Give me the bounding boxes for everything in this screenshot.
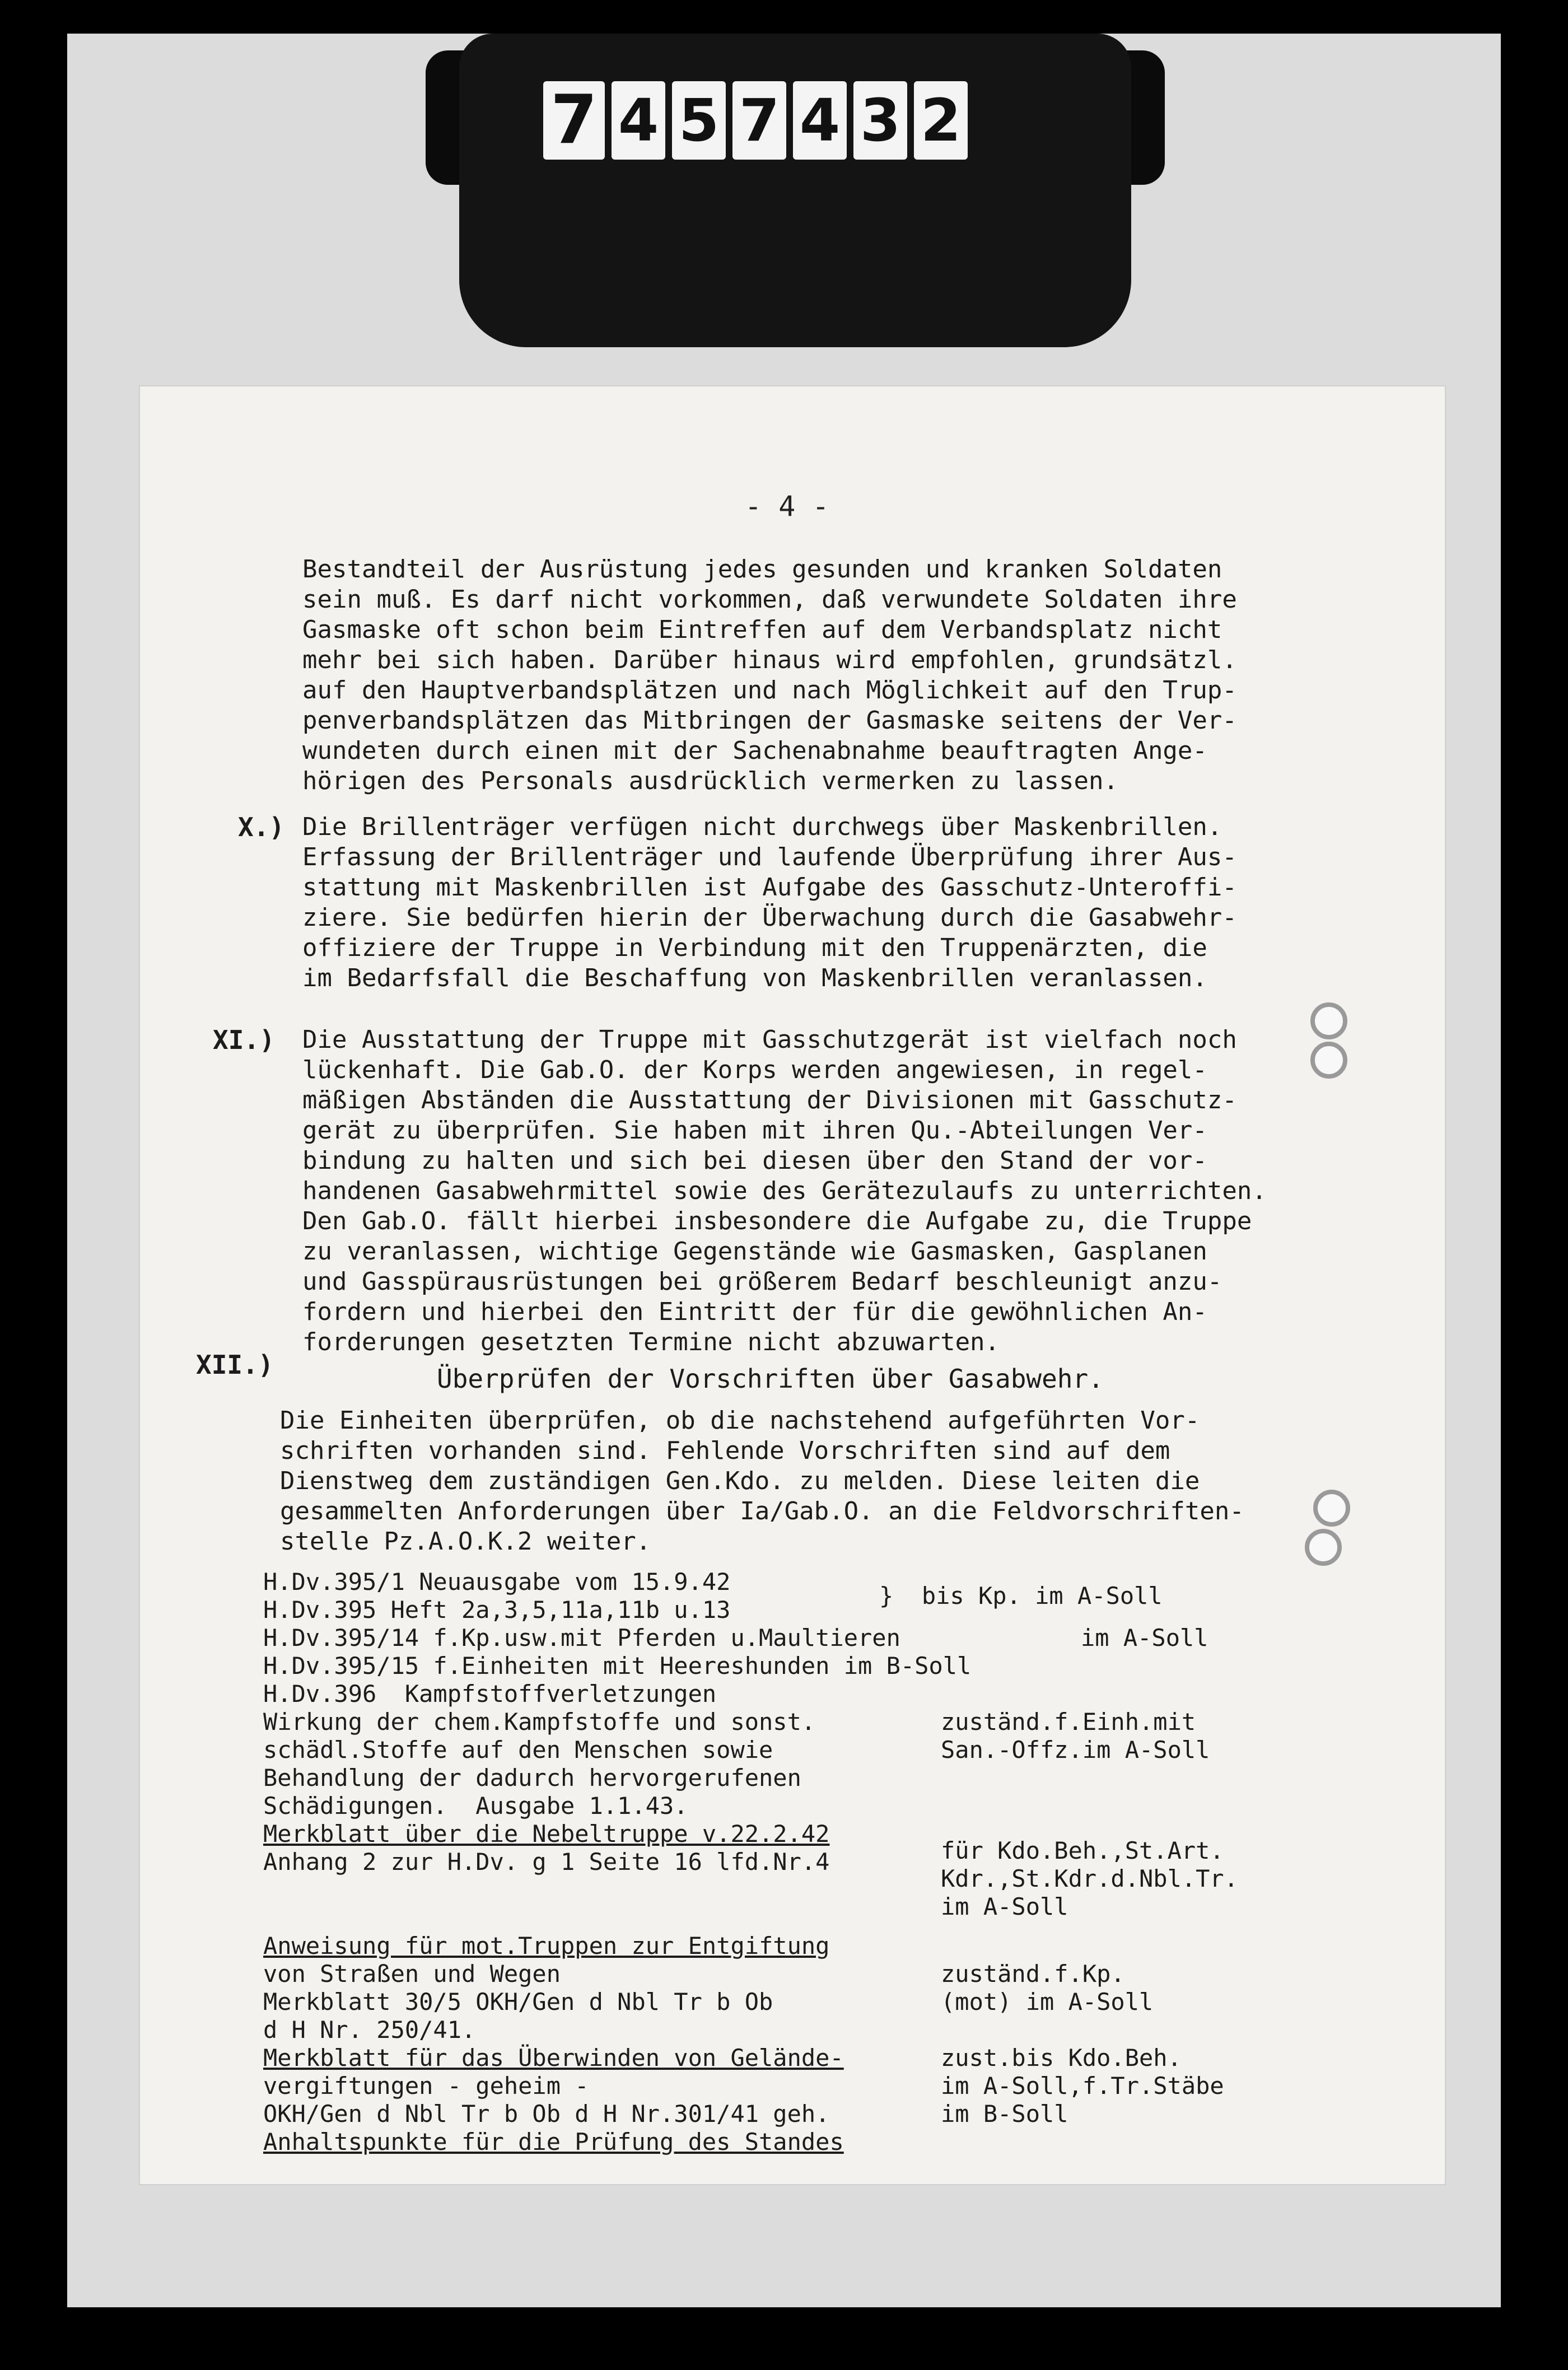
section-label-xi: XI.) xyxy=(213,1025,275,1055)
section-text-xii: Die Einheiten überprüfen, ob die nachstehend aufgeführten Vor- schriften vorhanden sind. Fehlende Vorschriften sind auf dem Dienstweg dem zuständigen Gen.Kdo. zu melden. Diese leiten die gesammelten Anforderungen über Ia/Gab.O. an die Feldvorschriften- stelle Pz.A.O.K.2 weiter. xyxy=(280,1406,1244,1556)
regulation-right: San.-Offz.im A-Soll xyxy=(941,1736,1210,1763)
regulation-left: Merkblatt 30/5 OKH/Gen d Nbl Tr b Ob xyxy=(263,1988,773,2016)
regulation-right: im B-Soll xyxy=(941,2100,1068,2128)
section-heading-xii: Überprüfen der Vorschriften über Gasabwehr. xyxy=(437,1364,1104,1394)
regulation-left: H.Dv.395/14 f.Kp.usw.mit Pferden u.Maultieren xyxy=(263,1624,900,1651)
counter-digit: 4 xyxy=(793,81,847,160)
counter-digit: 7 xyxy=(732,81,786,160)
punch-hole xyxy=(1310,1042,1347,1079)
punch-hole xyxy=(1305,1529,1342,1566)
regulation-right: zuständ.f.Einh.mit xyxy=(941,1708,1196,1735)
frame-counter xyxy=(543,78,968,162)
regulation-right: zust.bis Kdo.Beh. xyxy=(941,2044,1182,2072)
regulation-left: von Straßen und Wegen xyxy=(263,1960,561,1988)
counter-digit: 5 xyxy=(672,81,726,160)
regulation-left: Anweisung für mot.Truppen zur Entgiftung xyxy=(263,1932,830,1960)
page-number: - 4 - xyxy=(745,490,829,522)
regulation-left: Wirkung der chem.Kampfstoffe und sonst. xyxy=(263,1708,816,1735)
regulation-right: } bis Kp. im A-Soll xyxy=(879,1582,1163,1609)
regulation-right: im A-Soll,f.Tr.Stäbe xyxy=(941,2072,1224,2100)
counter-digit: 2 xyxy=(914,81,968,160)
counter-digit: 3 xyxy=(853,81,907,160)
regulation-left: H.Dv.396 Kampfstoffverletzungen xyxy=(263,1680,717,1707)
regulation-left: H.Dv.395/1 Neuausgabe vom 15.9.42 xyxy=(263,1568,731,1595)
regulation-left: H.Dv.395/15 f.Einheiten mit Heereshunden im B-Soll xyxy=(263,1652,972,1679)
regulation-left: Anhang 2 zur H.Dv. g 1 Seite 16 lfd.Nr.4 xyxy=(263,1848,830,1876)
section-label-xii: XII.) xyxy=(196,1350,274,1380)
section-text-xi: Die Ausstattung der Truppe mit Gasschutzgerät ist vielfach noch lückenhaft. Die Gab.O. der Korps werden angewiesen, in regel- mäßigen Abständen die Ausstattung der Divisionen mit Gasschutz- gerät zu überprüfen. Sie haben mit ihren Qu.-Abteilungen Ver- bindung zu halten und sich bei diesen über den Stand der vor- handenen Gasabwehrmittel sowie des Gerätezulaufs zu unterrichten. Den Gab.O. fällt hierbei insbesondere die Aufgabe zu, die Truppe zu veranlassen, wichtige Gegenstände wie Gasmasken, Gasplanen und Gasspürausrüstungen bei größerem Bedarf beschleunigt anzu- fordern und hierbei den Eintritt der für die gewöhnlichen An- forderungen gesetzten Termine nicht abzuwarten. xyxy=(302,1025,1267,1356)
regulation-left: vergiftungen - geheim - xyxy=(263,2072,589,2100)
regulation-left: Anhaltspunkte für die Prüfung des Standes xyxy=(263,2128,844,2156)
punch-hole xyxy=(1313,1490,1350,1527)
regulation-right: im A-Soll xyxy=(941,1893,1068,1920)
punch-hole xyxy=(1310,1002,1347,1039)
counter-digit: 4 xyxy=(612,81,665,160)
regulation-right: zuständ.f.Kp. xyxy=(941,1960,1125,1988)
regulation-right: für Kdo.Beh.,St.Art. xyxy=(941,1837,1224,1864)
regulation-left: OKH/Gen d Nbl Tr b Ob d H Nr.301/41 geh. xyxy=(263,2100,830,2128)
regulation-left: schädl.Stoffe auf den Menschen sowie xyxy=(263,1736,773,1763)
regulation-left: Schädigungen. Ausgabe 1.1.43. xyxy=(263,1792,688,1820)
regulation-right: im A-Soll xyxy=(1081,1624,1208,1651)
section-text-x: Die Brillenträger verfügen nicht durchwegs über Maskenbrillen. Erfassung der Brillenträger und laufende Überprüfung ihrer Aus- stattung mit Maskenbrillen ist Aufgabe des Gasschutz-Unteroffi- ziere. Sie bedürfen hierin der Überwachung durch die Gasabwehr- offiziere der Truppe in Verbindung mit den Truppenärzten, die im Bedarfsfall die Beschaffung von Maskenbrillen veranlassen. xyxy=(302,813,1237,992)
regulation-right: Kdr.,St.Kdr.d.Nbl.Tr. xyxy=(941,1865,1239,1892)
regulation-left: d H Nr. 250/41. xyxy=(263,2016,476,2044)
counter-prefix: 7 xyxy=(543,81,605,160)
regulation-left: H.Dv.395 Heft 2a,3,5,11a,11b u.13 xyxy=(263,1596,731,1623)
regulation-left: Merkblatt über die Nebeltruppe v.22.2.42 xyxy=(263,1820,830,1848)
section-label-x: X.) xyxy=(238,812,285,842)
regulation-left: Behandlung der dadurch hervorgerufenen xyxy=(263,1764,801,1792)
regulation-left: Merkblatt für das Überwinden von Gelände- xyxy=(263,2044,844,2072)
regulation-right: (mot) im A-Soll xyxy=(941,1988,1154,2016)
intro-paragraph: Bestandteil der Ausrüstung jedes gesunden und kranken Soldaten sein muß. Es darf nicht vorkommen, daß verwundete Soldaten ihre Gasmaske oft schon beim Eintreffen auf dem Verbandsplatz nicht mehr bei sich haben. Darüber hinaus wird empfohlen, grundsätzl. auf den Hauptverbandsplätzen und nach Möglichkeit auf den Trup- penverbandsplätzen das Mitbringen der Gasmaske seitens der Ver- wundeten durch einen mit der Sachenabnahme beauftragten Ange- hörigen des Personals ausdrücklich vermerken zu lassen. xyxy=(302,555,1237,795)
document-page xyxy=(140,386,1445,2184)
